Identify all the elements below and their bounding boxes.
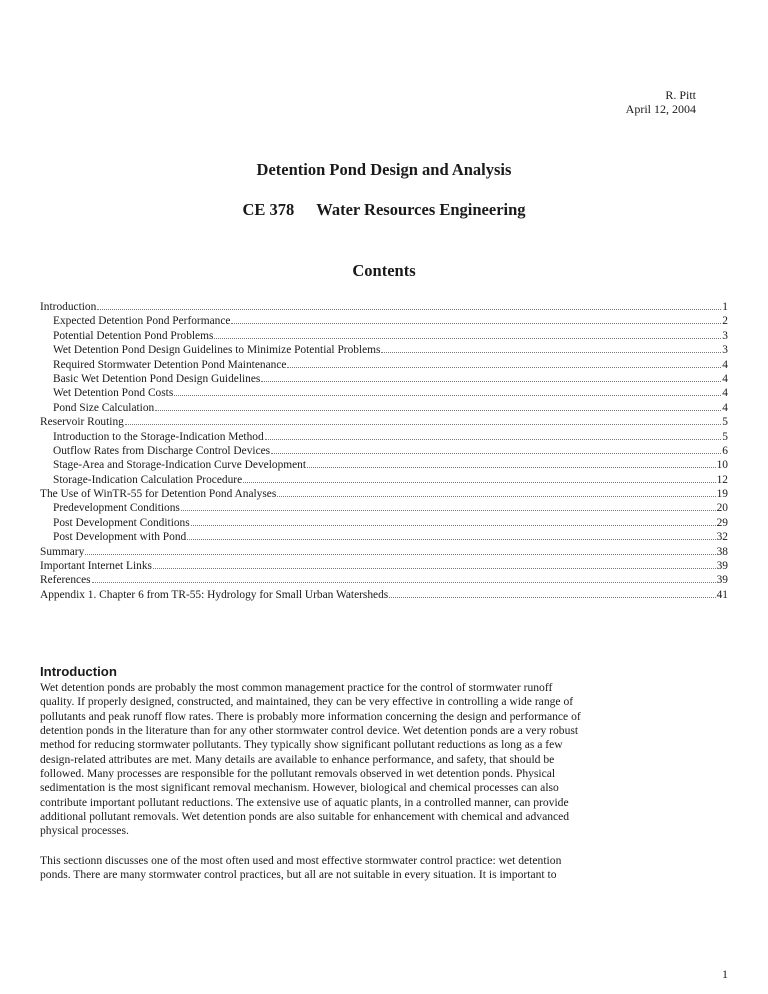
toc-entry[interactable] — [40, 314, 728, 328]
toc-dot-leader — [155, 401, 721, 411]
toc-entry-page: 2 — [722, 315, 728, 328]
toc-entry-label: Important Internet Links — [40, 560, 152, 573]
toc-entry-label: Appendix 1. Chapter 6 from TR-55: Hydrology for Small Urban Watersheds — [40, 588, 389, 601]
author-date-block — [626, 88, 696, 116]
toc-entry-page: 4 — [722, 358, 728, 371]
toc-entry-label: Pond Size Calculation — [53, 401, 155, 414]
paragraph-line: quality. If properly designed, constructed, and maintained, they can be very effective in controlling a wide range of — [40, 695, 574, 709]
paragraph-line: ponds. There are many stormwater control practices, but all are not suitable in every situation. It is important to — [40, 868, 557, 882]
toc-entry-page: 4 — [722, 401, 728, 414]
course-title — [0, 200, 768, 220]
toc-dot-leader — [307, 458, 716, 468]
toc-entry-page: 6 — [722, 444, 728, 457]
toc-entry-page: 3 — [722, 344, 728, 357]
toc-dot-leader — [265, 430, 722, 440]
toc-entry-page: 4 — [722, 387, 728, 400]
toc-dot-leader — [287, 358, 721, 368]
toc-entry-page: 12 — [716, 473, 728, 486]
paragraph-line: Wet detention ponds are probably the most common management practice for the control of stormwater runoff — [40, 681, 553, 694]
toc-entry-label: Potential Detention Pond Problems — [53, 329, 214, 342]
toc-dot-leader — [92, 573, 716, 583]
toc-entry-label: Outflow Rates from Discharge Control Devices — [53, 444, 271, 457]
toc-entry[interactable] — [40, 501, 728, 515]
toc-entry-label: References — [40, 574, 91, 587]
toc-entry-page: 39 — [716, 574, 728, 587]
toc-entry-page: 32 — [716, 531, 728, 544]
toc-dot-leader — [174, 386, 721, 396]
introduction-paragraph-2 — [40, 854, 740, 883]
toc-entry[interactable] — [40, 516, 728, 530]
toc-entry-page: 5 — [722, 430, 728, 443]
course-name: Water Resources Engineering — [316, 200, 526, 219]
toc-entry-page: 10 — [716, 459, 728, 472]
toc-entry-label: Reservoir Routing — [40, 416, 124, 429]
toc-entry-label: Post Development with Pond — [53, 531, 187, 544]
page-number: 1 — [722, 967, 728, 981]
toc-dot-leader — [153, 559, 716, 569]
toc-entry-label: Stage-Area and Storage-Indication Curve Development — [53, 459, 307, 472]
paragraph-line: method for reducing stormwater pollutants. They typically show significant pollutant reductions as long as a few — [40, 738, 563, 752]
toc-entry[interactable] — [40, 358, 728, 372]
toc-entry-page: 3 — [722, 329, 728, 342]
toc-entry[interactable] — [40, 473, 728, 487]
paragraph-line: additional pollutant removals. Wet detention ponds are also suitable for enhancement with chemical and advanced — [40, 810, 570, 824]
toc-entry[interactable] — [40, 573, 728, 587]
toc-entry[interactable] — [40, 401, 728, 415]
toc-entry[interactable] — [40, 559, 728, 573]
paragraph-line: pollutants and peak runoff flow rates. There is probably more information concerning the design and performance of — [40, 709, 581, 723]
toc-entry-label: Required Stormwater Detention Pond Maintenance — [53, 358, 287, 371]
toc-dot-leader — [277, 487, 715, 497]
contents-heading: Contents — [352, 261, 416, 280]
toc-entry[interactable] — [40, 530, 728, 544]
table-of-contents — [40, 300, 728, 602]
toc-dot-leader — [381, 343, 721, 353]
toc-entry[interactable] — [40, 458, 728, 472]
toc-entry[interactable] — [40, 343, 728, 357]
toc-entry[interactable] — [40, 415, 728, 429]
document-date: April 12, 2004 — [625, 102, 696, 116]
toc-entry-label: Wet Detention Pond Costs — [53, 387, 174, 400]
toc-entry[interactable] — [40, 545, 728, 559]
toc-dot-leader — [231, 314, 721, 324]
toc-entry-page: 4 — [722, 372, 728, 385]
toc-entry-label: Expected Detention Pond Performance — [53, 315, 231, 328]
toc-dot-leader — [261, 372, 721, 382]
paragraph-line: physical processes. — [40, 824, 129, 838]
toc-entry-page: 38 — [716, 545, 728, 558]
toc-entry-page: 1 — [722, 301, 728, 313]
paragraph-line: sedimentation is the most significant removal mechanism. However, biological and chemical processes can also — [40, 781, 559, 795]
toc-dot-leader — [243, 473, 715, 483]
toc-entry-page: 41 — [716, 588, 728, 601]
toc-dot-leader — [97, 300, 721, 310]
toc-entry-label: The Use of WinTR-55 for Detention Pond Analyses — [40, 488, 277, 501]
toc-dot-leader — [85, 545, 715, 555]
paragraph-line: followed. Many processes are responsible for the pollutant removals observed in wet detention ponds. Physical — [40, 767, 556, 781]
course-code: CE 378 — [242, 200, 295, 219]
toc-dot-leader — [214, 329, 721, 339]
toc-entry[interactable] — [40, 372, 728, 386]
toc-entry-label: Introduction to the Storage-Indication Method — [53, 430, 264, 443]
toc-dot-leader — [271, 444, 721, 454]
toc-entry[interactable] — [40, 386, 728, 400]
toc-entry-page: 29 — [716, 516, 728, 529]
paragraph-line: contribute important pollutant reductions. The extensive use of aquatic plants, in a controlled manner, can provide — [40, 795, 569, 809]
toc-dot-leader — [125, 415, 721, 425]
author-name: R. Pitt — [665, 88, 696, 102]
toc-entry[interactable] — [40, 444, 728, 458]
toc-entry-label: Basic Wet Detention Pond Design Guidelines — [53, 372, 261, 385]
toc-entry[interactable] — [40, 430, 728, 444]
toc-entry-label: Wet Detention Pond Design Guidelines to Minimize Potential Problems — [53, 344, 381, 357]
toc-entry[interactable] — [40, 329, 728, 343]
toc-entry-label: Summary — [40, 545, 85, 558]
toc-dot-leader — [191, 516, 716, 526]
toc-entry[interactable] — [40, 300, 728, 314]
toc-entry[interactable] — [40, 588, 728, 602]
toc-entry-label: Introduction — [40, 301, 97, 313]
introduction-heading: Introduction — [40, 664, 117, 679]
paragraph-line: design-related attributes are met. Many details are available to enhance performance, and safety, that should be — [40, 752, 555, 766]
toc-entry[interactable] — [40, 487, 728, 501]
paragraph-line: detention ponds in the literature than for any other stormwater control device. Wet detention ponds are a very robust — [40, 724, 579, 738]
toc-dot-leader — [181, 501, 716, 511]
paragraph-line: This sectionn discusses one of the most often used and most effective stormwater control practice: wet detention — [40, 854, 562, 867]
toc-entry-page: 20 — [716, 502, 728, 515]
toc-dot-leader — [187, 530, 715, 540]
document-title: Detention Pond Design and Analysis — [256, 160, 512, 179]
toc-entry-label: Storage-Indication Calculation Procedure — [53, 473, 243, 486]
toc-entry-page: 39 — [716, 560, 728, 573]
toc-entry-label: Post Development Conditions — [53, 516, 190, 529]
toc-entry-page: 19 — [716, 488, 728, 501]
toc-entry-page: 5 — [722, 416, 728, 429]
introduction-paragraph-1 — [40, 681, 740, 839]
toc-dot-leader — [389, 588, 715, 598]
toc-entry-label: Predevelopment Conditions — [53, 502, 180, 515]
